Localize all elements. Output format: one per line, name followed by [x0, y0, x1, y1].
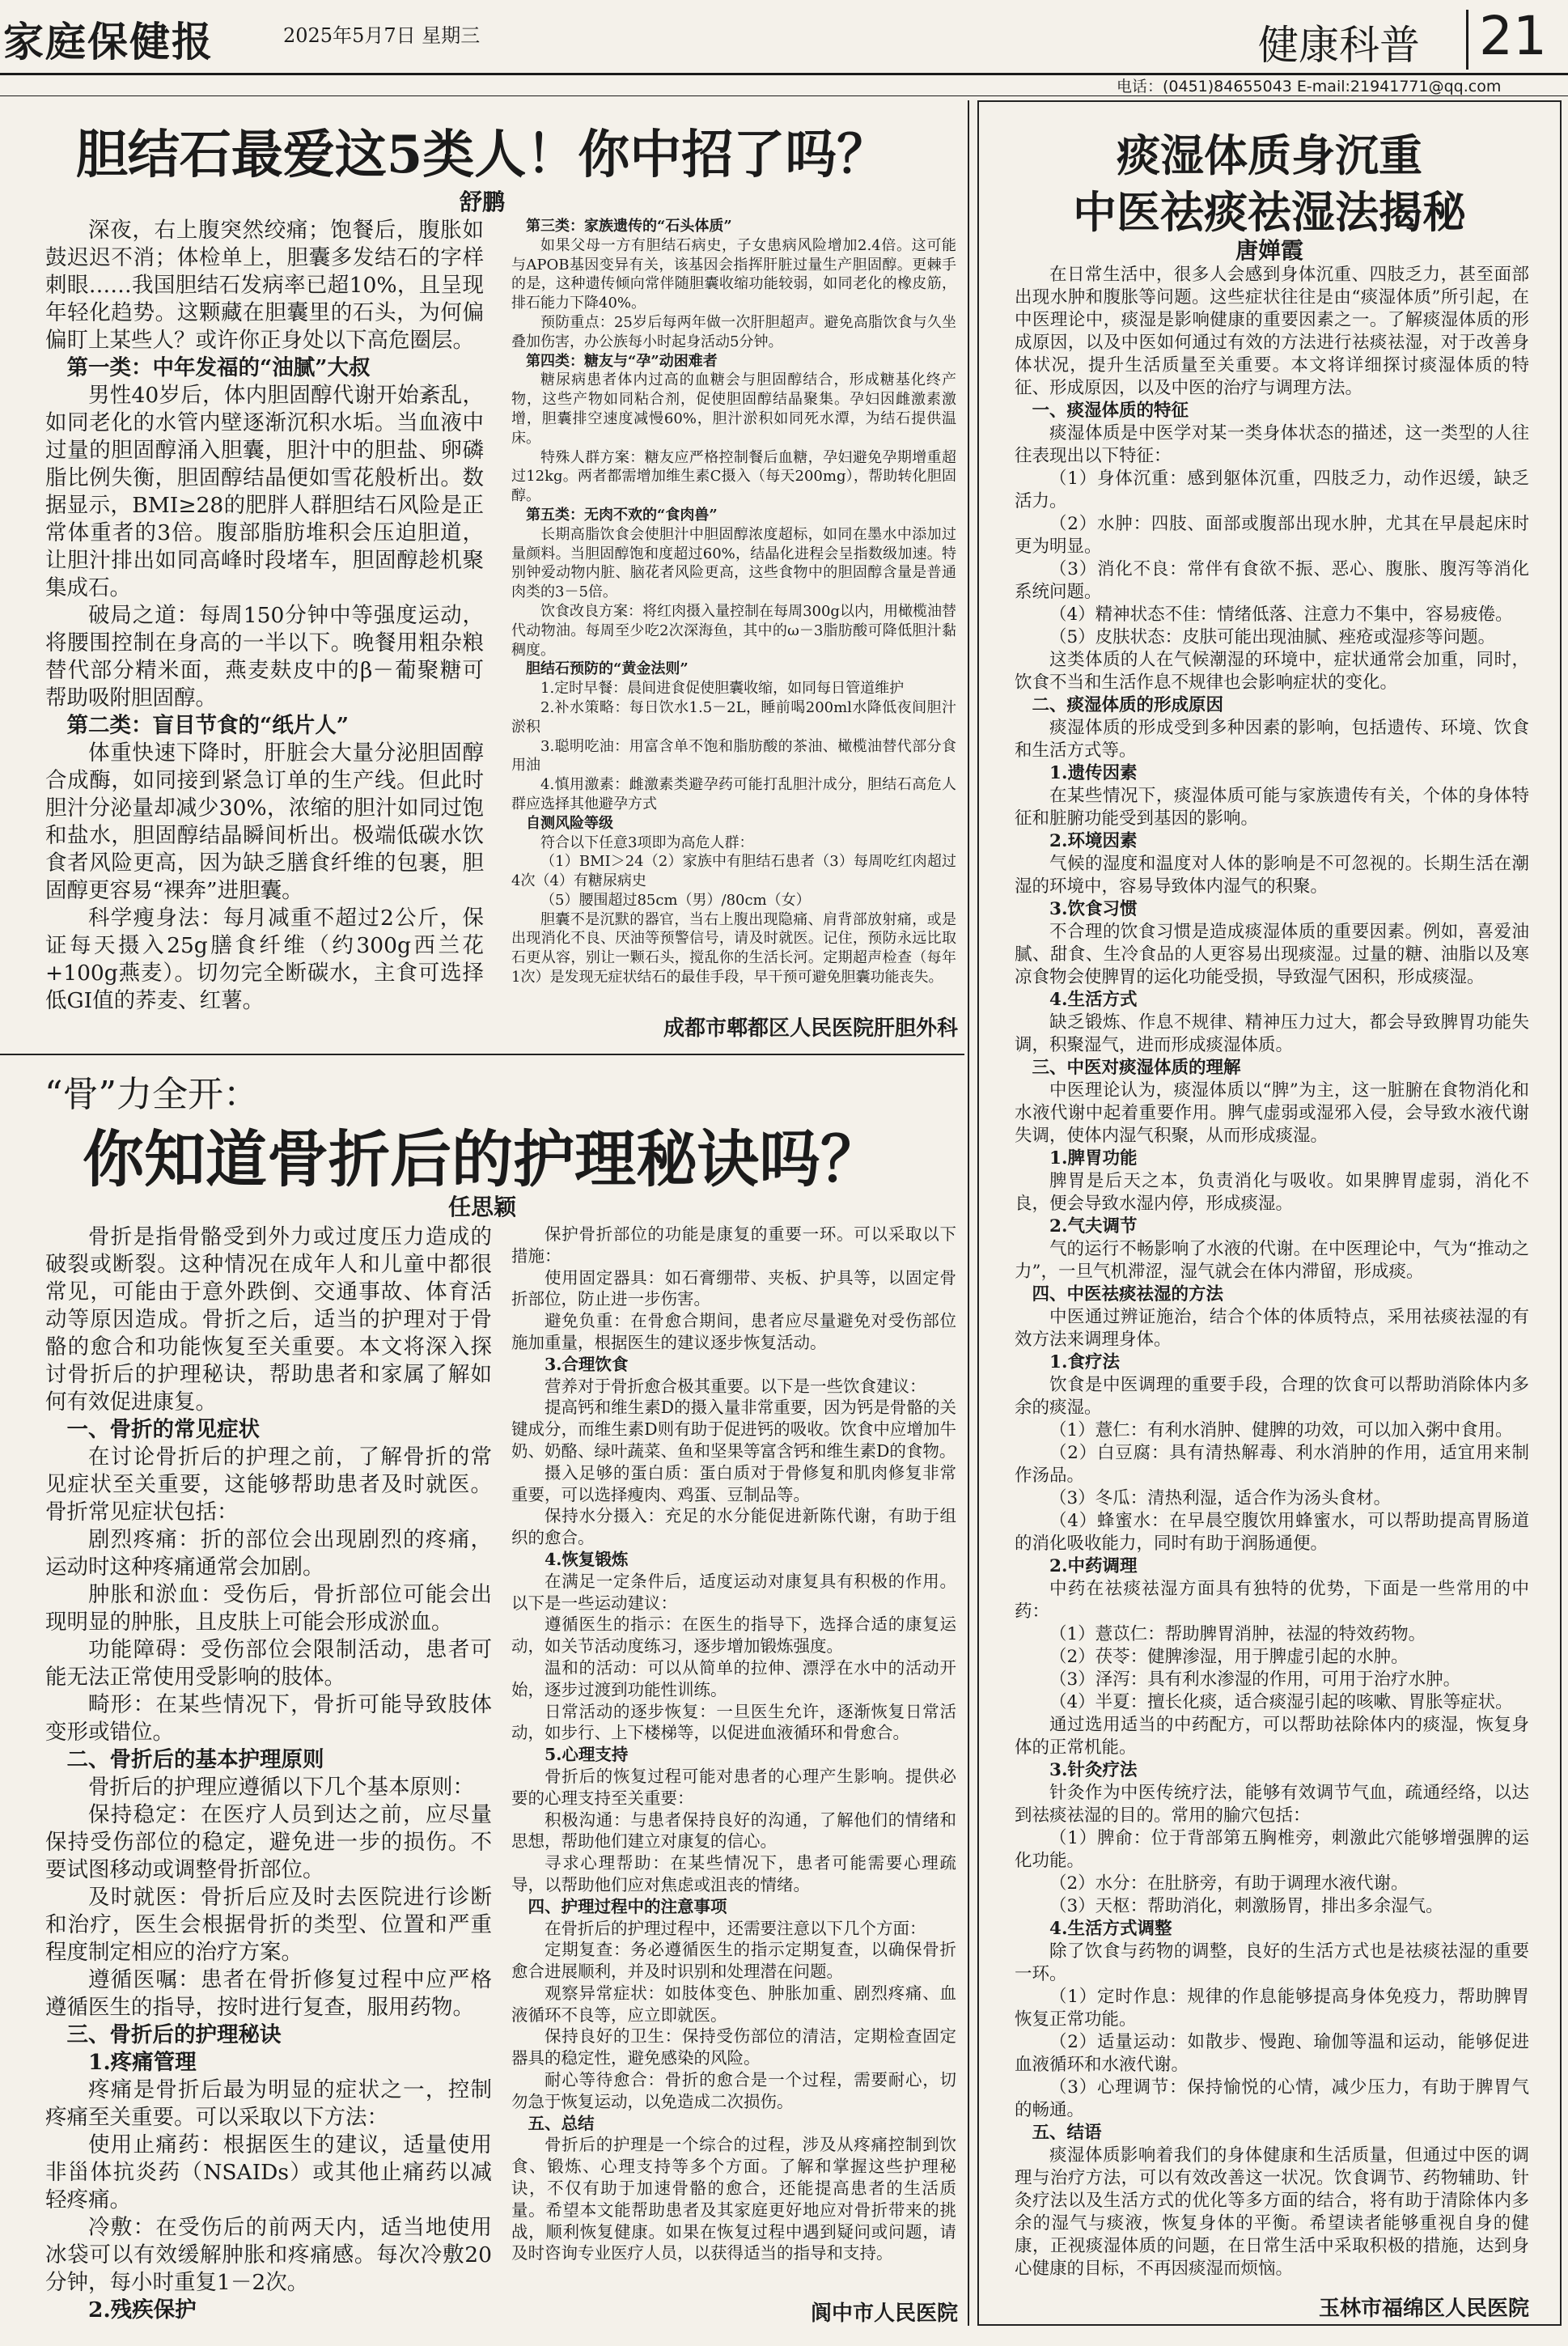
paragraph: （5）皮肤状态：皮肤可能出现油腻、痤疮或湿疹等问题。	[1049, 627, 1496, 647]
paragraph: 保护骨折部位的功能是康复的重要一环。可以采取以下措施：	[511, 1224, 956, 1266]
paragraph: 摄入足够的蛋白质：蛋白质对于骨修复和肌肉修复非常重要，可以选择瘦肉、鸡蛋、豆制品等。	[511, 1462, 956, 1504]
paragraph: 在骨折后的护理过程中，还需要注意以下几个方面：	[545, 1918, 926, 1938]
paragraph: 针灸作为中医传统疗法，能够有效调节气血，疏通经络，以达到祛痰祛湿的目的。常用的腧穴包括：	[1015, 1783, 1529, 1826]
paragraph: （3）泽泻：具有利水渗湿的作用，可用于治疗水肿。	[1049, 1669, 1461, 1690]
subheading: 一、痰湿体质的特征	[1032, 401, 1189, 421]
subheading: 3.合理饮食	[545, 1354, 629, 1374]
subheading: 胆结石预防的“黄金法则”	[526, 660, 689, 678]
paragraph: 4.慎用激素：雌激素类避孕药可能打乱胆汁成分，胆结石高危人群应选择其他避孕方式	[511, 776, 956, 812]
paragraph: 提高钙和维生素D的摄入量非常重要，因为钙是骨骼的关键成分，而维生素D则有助于促进钙的吸收。饮食中应增加牛奶、奶酪、绿叶蔬菜、鱼和坚果等富含钙和维生素D的食物。	[511, 1398, 956, 1461]
subheading: 三、骨折后的护理秘诀	[66, 2022, 282, 2047]
paragraph: （4）精神状态不佳：情绪低落、注意力不集中，容易疲倦。	[1049, 605, 1513, 625]
paragraph: 定期复查：务必遵循医生的指示定期复查，以确保骨折愈合进展顺利，并及时识别和处理潜在问题。	[511, 1940, 956, 1982]
article2-author: 任思颖	[447, 1194, 516, 1220]
paragraph: 骨折是指骨骼受到外力或过度压力造成的破裂或断裂。这种情况在成年人和儿童中都很常见，可能由于意外跌倒、交通事故、体育活动等原因造成。骨折之后，适当的护理对于骨骼的愈合和功能恢复至关重要。本文将深入探讨骨折后的护理秘诀，帮助患者和家属了解如何有效促进康复。	[45, 1224, 492, 1415]
paragraph: 长期高脂饮食会使胆汁中胆固醇浓度超标，如同在墨水中添加过量颜料。当胆固醇饱和度超过60%，结晶化进程会呈指数级加速。特别钟爱动物内脏、脑花者风险更高，这些食物中的胆固醇含量是普通肉类的3－5倍。	[511, 525, 956, 601]
paragraph: 破局之道：每周150分钟中等强度运动，将腰围控制在身高的一半以下。晚餐用粗杂粮替代部分精米面，燕麦麸皮中的β－葡聚糖可帮助吸附胆固醇。	[45, 603, 484, 711]
paragraph: （1）薏苡仁：帮助脾胃消肿，祛湿的特效药物。	[1049, 1624, 1426, 1644]
paragraph: 痰湿体质的形成受到多种因素的影响，包括遗传、环境、饮食和生活方式等。	[1015, 718, 1529, 761]
subheading: 1.食疗法	[1049, 1352, 1120, 1372]
article3-credit: 玉林市福绵区人民医院	[1318, 2297, 1529, 2321]
paragraph: 中医通过辨证施治，结合个体的体质特点，采用祛痰祛湿的有效方法来调理身体。	[1015, 1307, 1529, 1350]
paragraph: 除了饮食与药物的调整，良好的生活方式也是祛痰祛湿的重要一环。	[1015, 1941, 1529, 1984]
paragraph: 如果父母一方有胆结石病史，子女患病风险增加2.4倍。这可能与APOB基因变异有关，该基因会指挥肝脏过量生产胆固醇。更棘手的是，这种遗传倾向常伴随胆囊收缩功能较弱，如同老化的橡皮筋，排石能力下降40%。	[511, 236, 956, 312]
subheading: 二、骨折后的基本护理原则	[66, 1747, 324, 1772]
subheading: 四、中医祛痰祛湿的方法	[1032, 1284, 1224, 1305]
paragraph: （3）冬瓜：清热利湿，适合作为汤头食材。	[1049, 1488, 1392, 1508]
paragraph: （3）消化不良：常伴有食欲不振、恶心、腹胀、腹泻等消化系统问题。	[1015, 559, 1529, 602]
article-divider	[0, 1054, 964, 1055]
article3-author: 唐婵霞	[1235, 237, 1303, 264]
paragraph: 科学瘦身法：每月减重不超过2公斤，保证每天摄入25g膳食纤维（约300g西兰花+100g燕麦）。切勿完全断碳水，主食可选择低GI值的荞麦、红薯。	[45, 906, 484, 1013]
paragraph: （2）水肿：四肢、面部或腹部出现水肿，尤其在早晨起床时更为明显。	[1015, 514, 1529, 557]
paragraph: 这类体质的人在气候潮湿的环境中，症状通常会加重，同时，饮食不当和生活作息不规律也会影响症状的变化。	[1015, 650, 1529, 693]
paragraph: 男性40岁后，体内胆固醇代谢开始紊乱，如同老化的水管内壁逐渐沉积水垢。当血液中过量的胆固醇涌入胆囊，胆汁中的胆盐、卵磷脂比例失衡，胆固醇结晶便如雪花般析出。数据显示，BMI≥28的肥胖人群胆结石风险是正常体重者的3倍。腹部脂肪堆积会压迫胆道，让胆汁排出如同高峰时段堵车，胆固醇趁机聚集成石。	[45, 383, 484, 600]
paragraph: 骨折后的护理应遵循以下几个基本原则：	[88, 1775, 474, 1800]
paragraph: 及时就医：骨折后应及时去医院进行诊断和治疗，医生会根据骨折的类型、位置和严重程度制定相应的治疗方案。	[45, 1885, 492, 1965]
subheading: 第三类：家族遗传的“石头体质”	[526, 218, 732, 235]
paragraph: （1）身体沉重：感到躯体沉重，四肢乏力，动作迟缓，缺乏活力。	[1015, 469, 1529, 511]
column-divider	[968, 100, 969, 2326]
paragraph: 功能障碍：受伤部位会限制活动，患者可能无法正常使用受影响的肢体。	[45, 1637, 492, 1690]
paragraph: （1）脾俞：位于背部第五胸椎旁，刺激此穴能够增强脾的运化功能。	[1015, 1828, 1529, 1871]
article1-credit: 成都市郫都区人民医院肝胆外科	[663, 1016, 958, 1041]
paragraph: 深夜，右上腹突然绞痛；饱餐后，腹胀如鼓迟迟不消；体检单上，胆囊多发结石的字样刺眼……我国胆结石发病率已超10%，且呈现年轻化趋势。这颗藏在胆囊里的石头，为何偏偏盯上某些人？或许你正身处以下高危圈层。	[45, 218, 484, 353]
paragraph: 痰湿体质是中医学对某一类身体状态的描述，这一类型的人往往表现出以下特征：	[1015, 423, 1529, 466]
paragraph: 体重快速下降时，肝脏会大量分泌胆固醇合成酶，如同接到紧急订单的生产线。但此时胆汁分泌量却减少30%，浓缩的胆汁如同过饱和盐水，胆固醇结晶瞬间析出。极端低碳水饮食者风险更高，因为缺乏膳食纤维的包裹，胆固醇更容易“裸奔”进胆囊。	[45, 740, 484, 903]
subheading: 1.脾胃功能	[1049, 1148, 1138, 1169]
article1-column-2	[511, 217, 956, 994]
paragraph: 2.补水策略：每日饮水1.5－2L，睡前喝200ml水降低夜间胆汁淤积	[511, 698, 956, 736]
paragraph: 缺乏锻炼、作息不规律、精神压力过大，都会导致脾胃功能失调，积聚湿气，进而形成痰湿体质。	[1015, 1012, 1529, 1055]
paragraph: 疼痛是骨折后最为明显的症状之一，控制疼痛至关重要。可以采取以下方法：	[45, 2077, 492, 2130]
paragraph: 肿胀和淤血：受伤后，骨折部位可能会出现明显的肿胀，且皮肤上可能会形成淤血。	[45, 1582, 492, 1635]
subheading: 2.中药调理	[1049, 1556, 1138, 1576]
subheading: 4.生活方式调整	[1049, 1919, 1172, 1939]
subheading: 四、护理过程中的注意事项	[528, 1896, 727, 1916]
subheading: 第二类：盲目节食的“纸片人”	[66, 713, 349, 738]
contact-rule	[0, 95, 1568, 96]
paragraph: 温和的活动：可以从简单的拉伸、漂浮在水中的活动开始，逐步过渡到功能性训练。	[511, 1657, 956, 1699]
article3-title-line2: 中医祛痰祛湿法揭秘	[1073, 186, 1466, 238]
subheading: 4.恢复锻炼	[545, 1549, 629, 1569]
masthead	[0, 0, 1568, 95]
paragraph: 通过选用适当的中药配方，可以帮助祛除体内的痰湿，恢复身体的正常机能。	[1015, 1715, 1529, 1758]
article1-column-1	[45, 217, 484, 1033]
section-name: 健康科普	[1258, 22, 1420, 69]
paragraph: 保持良好的卫生：保持受伤部位的清洁，定期检查固定器具的稳定性，避免感染的风险。	[511, 2026, 956, 2068]
paragraph: 骨折后的护理是一个综合的过程，涉及从疼痛控制到饮食、锻炼、心理支持等多个方面。了解和掌握这些护理秘诀，不仅有助于加速骨骼的愈合，还能提高患者的生活质量。希望本文能帮助患者及其家庭更好地应对骨折带来的挑战，顺利恢复健康。如果在恢复过程中遇到疑问或问题，请及时咨询专业医疗人员，以获得适当的指导和支持。	[511, 2135, 956, 2263]
paragraph: 遵循医嘱：患者在骨折修复过程中应严格遵循医生的指导，按时进行复查，服用药物。	[45, 1967, 492, 2020]
paragraph: 特殊人群方案：糖友应严格控制餐后血糖，孕妇避免孕期增重超过12kg。两者都需增加维生素C摄入（每天200mg），帮助转化胆固醇。	[511, 448, 956, 505]
paragraph: （2）水分：在肚脐旁，有助于调理水液代谢。	[1049, 1873, 1409, 1894]
subheading: 五、总结	[528, 2113, 595, 2133]
paragraph: 积极沟通：与患者保持良好的沟通，了解他们的情绪和思想，帮助他们建立对康复的信心。	[511, 1809, 956, 1852]
subheading: 五、结语	[1032, 2123, 1102, 2143]
paragraph: 痰湿体质影响着我们的身体健康和生活质量，但通过中医的调理与治疗方法，可以有效改善这一状况。饮食调节、药物辅助、针灸疗法以及生活方式的优化等多方面的结合，将有助于清除体内多余的湿气与痰液，恢复身体的平衡。希望读者能够重视自身的健康，正视痰湿体质的问题，在日常生活中采取积极的措施，达到身心健康的目标，不再因痰湿而烦恼。	[1015, 2145, 1529, 2279]
page-number: 21	[1479, 5, 1547, 67]
paragraph: （4）半夏：擅长化痰，适合痰湿引起的咳嗽、胃胀等症状。	[1049, 1692, 1513, 1712]
paragraph: 饮食改良方案：将红肉摄入量控制在每周300g以内，用橄榄油替代动物油。每周至少吃2次深海鱼，其中的ω－3脂肪酸可降低胆汁黏稠度。	[511, 602, 956, 659]
article2-column-2	[511, 1224, 956, 2290]
paragraph: 畸形：在某些情况下，骨折可能导致肢体变形或错位。	[45, 1692, 492, 1745]
masthead-rule	[0, 73, 1568, 75]
paragraph: 在满足一定条件后，适度运动对康复具有积极的作用。以下是一些运动建议：	[511, 1571, 956, 1613]
paragraph: （4）蜂蜜水：在早晨空腹饮用蜂蜜水，可以帮助提高胃肠道的消化吸收能力，同时有助于润肠通便。	[1015, 1511, 1529, 1554]
paragraph: 预防重点：25岁后每两年做一次肝胆超声。避免高脂饮食与久坐叠加伤害，办公族每小时起身活动5分钟。	[511, 313, 956, 350]
paragraph: 遵循医生的指示：在医生的指导下，选择合适的康复运动，如关节活动度练习，逐步增加锻炼强度。	[511, 1614, 956, 1657]
paper-name: 家庭保健报	[3, 18, 214, 66]
article2-credit: 阆中市人民医院	[810, 2301, 958, 2326]
paragraph: （1）薏仁：有利水消肿、健脾的功效，可以加入粥中食用。	[1049, 1420, 1513, 1440]
article1-title: 胆结石最爱这5类人！你中招了吗？	[75, 125, 889, 185]
article3-title-line1: 痰湿体质身沉重	[1117, 129, 1422, 181]
issue-date: 2025年5月7日 星期三	[283, 24, 481, 47]
paragraph: 日常活动的逐步恢复：一旦医生允许，逐渐恢复日常活动，如步行、上下楼梯等，以促进血液循环和骨愈合。	[511, 1701, 956, 1743]
paragraph: 保持稳定：在医疗人员到达之前，应尽量保持受伤部位的稳定，避免进一步的损伤。不要试图移动或调整骨折部位。	[45, 1802, 492, 1882]
paragraph: 保持水分摄入：充足的水分能促进新陈代谢，有助于组织的愈合。	[511, 1506, 956, 1548]
paragraph: 避免负重：在骨愈合期间，患者应尽量避免对受伤部位施加重量，根据医生的建议逐步恢复活动。	[511, 1311, 956, 1352]
subheading: 三、中医对痰湿体质的理解	[1032, 1058, 1241, 1078]
subheading: 3.饮食习惯	[1049, 899, 1138, 919]
subheading: 第四类：糖友与“孕”动困难者	[526, 352, 718, 370]
subheading: 自测风险等级	[526, 814, 613, 832]
paragraph: （5）腰围超过85cm（男）/80cm（女）	[540, 891, 811, 909]
paragraph: （3）天枢：帮助消化，刺激肠胃，排出多余湿气。	[1049, 1896, 1443, 1916]
paragraph: （2）茯苓：健脾渗湿，用于脾虚引起的水肿。	[1049, 1647, 1409, 1667]
paragraph: （2）适量运动：如散步、慢跑、瑜伽等温和运动，能够促进血液循环和水液代谢。	[1015, 2032, 1529, 2075]
subheading: 4.生活方式	[1049, 990, 1138, 1010]
paragraph: （1）BMI＞24（2）家族中有胆结石患者（3）每周吃红肉超过4次（4）有糖尿病史	[511, 853, 956, 890]
paragraph: 1.定时早餐：晨间进食促使胆囊收缩，如同每日管道维护	[540, 680, 905, 698]
article3-column	[1015, 264, 1529, 2285]
subheading: 第一类：中年发福的“油腻”大叔	[66, 355, 371, 380]
paragraph: 使用止痛药：根据医生的建议，适量使用非甾体抗炎药（NSAIDs）或其他止痛药以减轻疼痛。	[45, 2132, 492, 2212]
paragraph: 符合以下任意3项即为高危人群：	[540, 834, 754, 851]
contact-info: 电话：(0451)84655043 E-mail:21941771@qq.com	[1117, 78, 1502, 95]
paragraph: 糖尿病患者体内过高的血糖会与胆固醇结合，形成糖基化终产物，这些产物如同粘合剂，促使胆固醇结晶聚集。孕妇因雌激素激增，胆囊排空速度减慢60%，胆汁淤积如同死水潭，为结石提供温床。	[511, 371, 956, 447]
article2-kicker: “骨”力全开：	[44, 1074, 259, 1115]
paragraph: 在日常生活中，很多人会感到身体沉重、四肢乏力，甚至面部出现水肿和腹胀等问题。这些症状往往是由“痰湿体质”所引起，在中医理论中，痰湿是影响健康的重要因素之一。了解痰湿体质的形成原因，以及中医如何通过有效的方法进行祛痰祛湿，对于改善身体状况，提升生活质量至关重要。本文将详细探讨痰湿体质的特征、形成原因，以及中医的治疗与调理方法。	[1015, 265, 1529, 398]
subheading: 2.残疾保护	[88, 2297, 197, 2323]
masthead-divider	[1466, 10, 1468, 70]
article2-title: 你知道骨折后的护理秘诀吗？	[83, 1123, 882, 1195]
paragraph: 脾胃是后天之本，负责消化与吸收。如果脾胃虚弱，消化不良，便会导致水湿内停，形成痰湿。	[1015, 1171, 1529, 1214]
subheading: 第五类：无肉不欢的“食肉兽”	[526, 506, 718, 524]
subheading: 2.气夫调节	[1049, 1216, 1138, 1237]
paragraph: （1）定时作息：规律的作息能够提高身体免疫力，帮助脾胃恢复正常功能。	[1015, 1987, 1529, 2030]
article1-author: 舒鹏	[459, 189, 505, 215]
paragraph: 胆囊不是沉默的器官，当右上腹出现隐痛、肩背部放射痛，或是出现消化不良、厌油等预警信号，请及时就医。记住，预防永远比取石更从容，别让一颗石头，搅乱你的生活长河。定期超声检查（每年1次）是发现无症状结石的最佳手段，早干预可避免胆囊功能丧失。	[511, 910, 956, 986]
paragraph: 营养对于骨折愈合极其重要。以下是一些饮食建议：	[545, 1376, 926, 1396]
paragraph: 耐心等待愈合：骨折的愈合是一个过程，需要耐心，切勿急于恢复运动，以免造成二次损伤。	[511, 2070, 956, 2111]
paragraph: 骨折后的恢复过程可能对患者的心理产生影响。提供必要的心理支持至关重要：	[511, 1766, 956, 1808]
subheading: 5.心理支持	[545, 1745, 629, 1765]
paragraph: 气的运行不畅影响了水液的代谢。在中医理论中，气为“推动之力”，一旦气机滞涩，湿气就会在体内滞留，形成痰。	[1015, 1239, 1529, 1282]
subheading: 3.针灸疗法	[1049, 1760, 1138, 1780]
paragraph: 使用固定器具：如石膏绷带、夹板、护具等，以固定骨折部位，防止进一步伤害。	[511, 1267, 956, 1309]
paragraph: 观察异常症状：如肢体变色、肿胀加重、剧烈疼痛、血液循环不良等，应立即就医。	[511, 1983, 956, 2025]
paragraph: 饮食是中医调理的重要手段，合理的饮食可以帮助消除体内多余的痰湿。	[1015, 1375, 1529, 1418]
paragraph: 在讨论骨折后的护理之前，了解骨折的常见症状至关重要，这能够帮助患者及时就医。骨折常见症状包括：	[45, 1445, 492, 1525]
subheading: 1.疼痛管理	[88, 2050, 197, 2075]
subheading: 2.环境因素	[1049, 831, 1138, 851]
paragraph: 在某些情况下，痰湿体质可能与家族遗传有关，个体的身体特征和脏腑功能受到基因的影响。	[1015, 786, 1529, 829]
subheading: 一、骨折的常见症状	[66, 1417, 260, 1442]
paragraph: 寻求心理帮助：在某些情况下，患者可能需要心理疏导，以帮助他们应对焦虑或沮丧的情绪。	[511, 1853, 956, 1894]
paragraph: （3）心理调节：保持愉悦的心情，减少压力，有助于脾胃气的畅通。	[1015, 2077, 1529, 2120]
paragraph: 气候的湿度和温度对人体的影响是不可忽视的。长期生活在潮湿的环境中，容易导致体内湿气的积聚。	[1015, 854, 1529, 897]
paragraph: 3.聪明吃油：用富含单不饱和脂肪酸的茶油、橄榄油替代部分食用油	[511, 737, 956, 774]
paragraph: 中药在祛痰祛湿方面具有独特的优势，下面是一些常用的中药：	[1015, 1579, 1529, 1622]
paragraph: （2）白豆腐：具有清热解毒、利水消肿的作用，适宜用来制作汤品。	[1015, 1443, 1529, 1486]
subheading: 二、痰湿体质的形成原因	[1032, 695, 1224, 715]
article2-column-1	[45, 1224, 492, 2324]
paragraph: 中医理论认为，痰湿体质以“脾”为主，这一脏腑在食物消化和水液代谢中起着重要作用。脾气虚弱或湿邪入侵，会导致水液代谢失调，使体内湿气积聚，从而形成痰湿。	[1015, 1080, 1529, 1146]
paragraph: 剧烈疼痛：折的部位会出现剧烈的疼痛，运动时这种疼痛通常会加剧。	[45, 1527, 492, 1580]
subheading: 1.遗传因素	[1049, 763, 1138, 783]
paragraph: 冷敷：在受伤后的前两天内，适当地使用冰袋可以有效缓解肿胀和疼痛感。每次冷敷20分钟，每小时重复1－2次。	[45, 2215, 492, 2295]
paragraph: 不合理的饮食习惯是造成痰湿体质的重要因素。例如，喜爱油腻、甜食、生冷食品的人更容易出现痰湿。过量的糖、油脂以及寒凉食物会使脾胃的运化功能受损，导致湿气困积，形成痰湿。	[1015, 922, 1529, 987]
